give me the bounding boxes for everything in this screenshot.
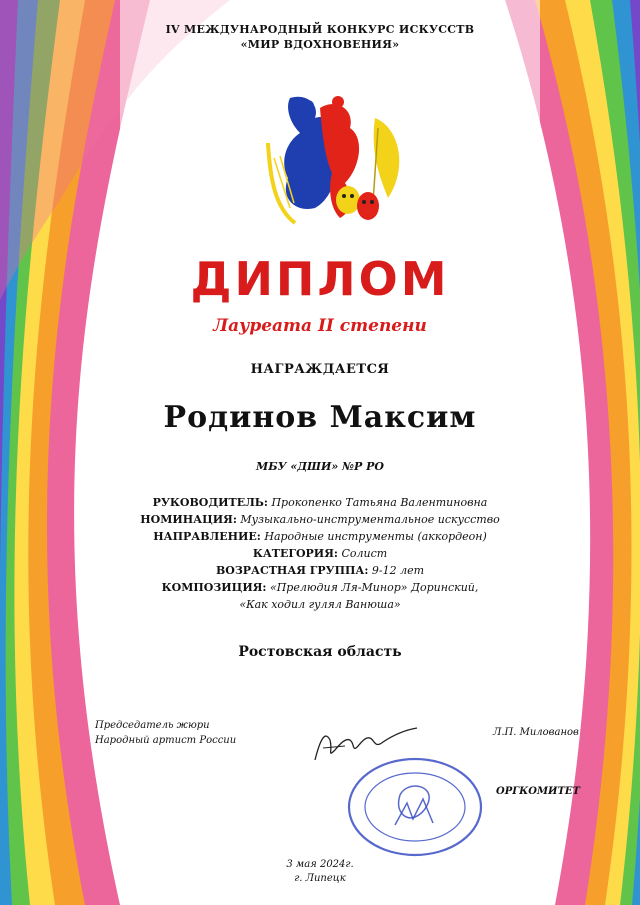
detail-label: КАТЕГОРИЯ: bbox=[252, 547, 338, 560]
award-details bbox=[0, 494, 640, 613]
chair-rank: Народный артист России bbox=[95, 735, 237, 746]
detail-value: Солист bbox=[337, 547, 388, 560]
contest-subtitle: «МИР ВДОХНОВЕНИЯ» bbox=[240, 38, 400, 51]
detail-label: КОМПОЗИЦИЯ: bbox=[161, 581, 267, 594]
detail-value: «Прелюдия Ля-Минор» Доринский, bbox=[266, 581, 479, 594]
chair-title: Председатель жюри bbox=[95, 720, 210, 731]
detail-label: НАПРАВЛЕНИЕ: bbox=[153, 530, 261, 543]
detail-value: Музыкально-инструментальное искусство bbox=[236, 513, 500, 526]
detail-row-nomination bbox=[0, 511, 640, 528]
organizer-label: ОРГКОМИТЕТ bbox=[496, 786, 580, 797]
issue-date: 3 мая 2024г. bbox=[286, 859, 354, 870]
detail-row-supervisor bbox=[0, 494, 640, 511]
diploma-title: ДИПЛОМ bbox=[190, 252, 450, 306]
region: Ростовская область bbox=[238, 644, 402, 660]
issue-info bbox=[0, 858, 640, 886]
detail-row-composition bbox=[0, 579, 640, 596]
recipient-name: Родинов Максим bbox=[163, 400, 477, 435]
detail-value: Народные инструменты (аккордеон) bbox=[260, 530, 487, 543]
diploma-degree: Лауреата II степени bbox=[213, 316, 427, 336]
detail-label: ВОЗРАСТНАЯ ГРУППА: bbox=[215, 564, 369, 577]
awarded-label: НАГРАЖДАЕТСЯ bbox=[250, 362, 390, 377]
detail-label: РУКОВОДИТЕЛЬ: bbox=[152, 496, 268, 509]
official-stamp bbox=[345, 755, 485, 860]
contest-logo bbox=[260, 88, 410, 238]
detail-value: 9-12 лет bbox=[368, 564, 425, 577]
contest-title: IV МЕЖДУНАРОДНЫЙ КОНКУРС ИСКУССТВ bbox=[165, 23, 475, 36]
detail-row-category bbox=[0, 545, 640, 562]
detail-row-age-group bbox=[0, 562, 640, 579]
issue-city: г. Липецк bbox=[294, 873, 346, 884]
composition-line-2: «Как ходил гулял Ванюша» bbox=[239, 598, 401, 611]
signer-name: Л.П. Милованов bbox=[493, 727, 579, 738]
detail-label: НОМИНАЦИЯ: bbox=[140, 513, 237, 526]
contest-header bbox=[0, 22, 640, 52]
school-name: МБУ «ДШИ» №Р РО bbox=[256, 460, 384, 473]
jury-chair bbox=[95, 718, 236, 748]
detail-value: Прокопенко Татьяна Валентиновна bbox=[267, 496, 488, 509]
detail-row-direction bbox=[0, 528, 640, 545]
